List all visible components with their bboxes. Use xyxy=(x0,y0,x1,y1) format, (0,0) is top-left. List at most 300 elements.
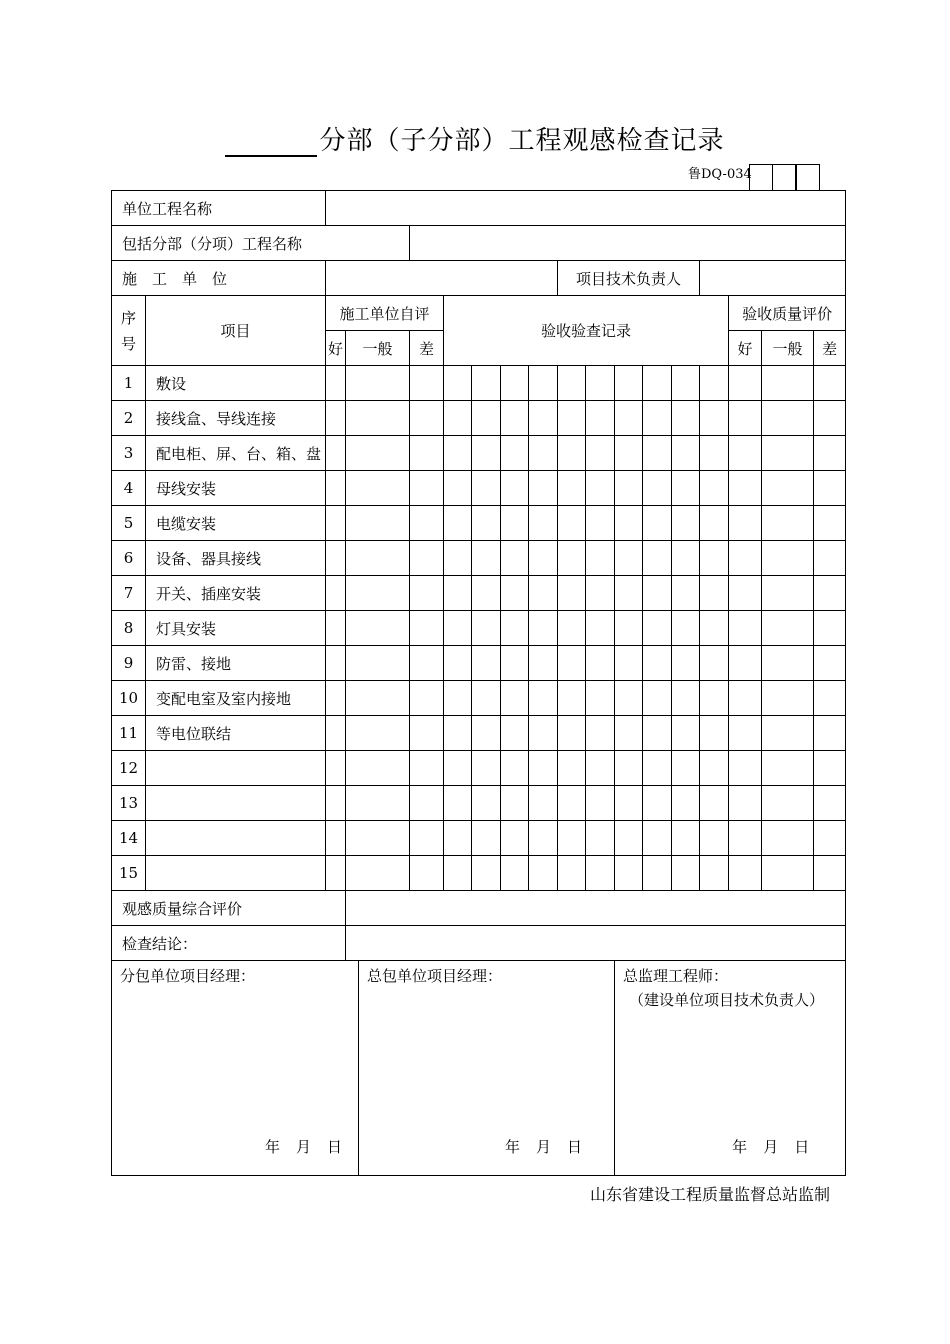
record-cell[interactable] xyxy=(472,856,501,891)
quality-poor-cell[interactable] xyxy=(814,786,846,821)
self-good-cell[interactable] xyxy=(326,856,346,891)
row-number: 3 xyxy=(112,436,146,471)
record-cell[interactable] xyxy=(558,821,586,856)
info-row-unit-project xyxy=(112,191,846,226)
record-cell[interactable] xyxy=(643,821,672,856)
self-good-header: 好 xyxy=(326,331,346,366)
record-cell[interactable] xyxy=(700,751,729,786)
self-good-cell[interactable] xyxy=(326,576,346,611)
quality-good-cell[interactable] xyxy=(729,471,762,506)
record-cell[interactable] xyxy=(586,786,615,821)
record-cell[interactable] xyxy=(615,506,643,541)
quality-poor-cell[interactable] xyxy=(814,541,846,576)
record-cell[interactable] xyxy=(501,821,529,856)
row-number: 12 xyxy=(112,751,146,786)
record-cell[interactable] xyxy=(643,786,672,821)
row-number: 10 xyxy=(112,681,146,716)
record-cell[interactable] xyxy=(700,576,729,611)
self-fair-cell[interactable] xyxy=(346,681,410,716)
self-good-cell[interactable] xyxy=(326,646,346,681)
record-cell[interactable] xyxy=(558,401,586,436)
record-cell[interactable] xyxy=(558,576,586,611)
record-cell[interactable] xyxy=(472,681,501,716)
record-cell[interactable] xyxy=(586,646,615,681)
record-cell[interactable] xyxy=(558,471,586,506)
record-cell[interactable] xyxy=(672,646,700,681)
record-cell[interactable] xyxy=(444,611,472,646)
record-cell[interactable] xyxy=(643,436,672,471)
chief-supervisor-note: （建设单位项目技术负责人） xyxy=(629,991,825,1009)
quality-eval-header: 验收质量评价 xyxy=(729,296,846,331)
quality-fair-cell[interactable] xyxy=(762,436,814,471)
record-cell[interactable] xyxy=(700,436,729,471)
row-number: 8 xyxy=(112,611,146,646)
row-number: 14 xyxy=(112,821,146,856)
self-poor-header: 差 xyxy=(410,331,444,366)
self-poor-cell[interactable] xyxy=(410,681,444,716)
item-name xyxy=(146,856,326,891)
quality-fair-cell[interactable] xyxy=(762,716,814,751)
record-cell[interactable] xyxy=(672,506,700,541)
quality-fair-cell[interactable] xyxy=(762,541,814,576)
record-cell[interactable] xyxy=(643,401,672,436)
contractor-label: 施 工 单 位 xyxy=(112,261,326,296)
record-cell[interactable] xyxy=(700,366,729,401)
record-cell[interactable] xyxy=(529,646,558,681)
quality-good-cell[interactable] xyxy=(729,436,762,471)
record-cell[interactable] xyxy=(700,471,729,506)
record-cell[interactable] xyxy=(444,856,472,891)
quality-fair-cell[interactable] xyxy=(762,366,814,401)
table-row xyxy=(112,611,846,646)
record-cell[interactable] xyxy=(672,751,700,786)
record-cell[interactable] xyxy=(529,611,558,646)
quality-good-cell[interactable] xyxy=(729,786,762,821)
quality-poor-cell[interactable] xyxy=(814,506,846,541)
record-cell[interactable] xyxy=(444,471,472,506)
record-cell[interactable] xyxy=(643,506,672,541)
record-cell[interactable] xyxy=(643,751,672,786)
record-cell[interactable] xyxy=(501,576,529,611)
self-fair-cell[interactable] xyxy=(346,751,410,786)
quality-good-cell[interactable] xyxy=(729,646,762,681)
record-cell[interactable] xyxy=(501,611,529,646)
quality-good-cell[interactable] xyxy=(729,716,762,751)
quality-good-cell[interactable] xyxy=(729,821,762,856)
record-cell[interactable] xyxy=(672,856,700,891)
record-cell[interactable] xyxy=(501,681,529,716)
record-cell[interactable] xyxy=(501,401,529,436)
self-good-cell[interactable] xyxy=(326,751,346,786)
record-cell[interactable] xyxy=(700,611,729,646)
record-cell[interactable] xyxy=(558,366,586,401)
chief-supervisor-signature[interactable] xyxy=(615,961,846,1176)
self-good-cell[interactable] xyxy=(326,786,346,821)
quality-fair-cell[interactable] xyxy=(762,506,814,541)
record-cell[interactable] xyxy=(615,576,643,611)
quality-fair-cell[interactable] xyxy=(762,646,814,681)
sub-project-label: 包括分部（分项）工程名称 xyxy=(112,226,410,261)
record-cell[interactable] xyxy=(472,751,501,786)
title-blank-line[interactable] xyxy=(225,131,317,157)
table-row xyxy=(112,576,846,611)
self-good-cell[interactable] xyxy=(326,506,346,541)
row-number: 7 xyxy=(112,576,146,611)
quality-fair-cell[interactable] xyxy=(762,821,814,856)
info-row-contractor xyxy=(112,261,846,296)
record-cell[interactable] xyxy=(586,401,615,436)
tech-lead-label: 项目技术负责人 xyxy=(558,261,700,296)
row-number: 5 xyxy=(112,506,146,541)
record-cell[interactable] xyxy=(444,576,472,611)
self-good-cell[interactable] xyxy=(326,471,346,506)
self-poor-cell[interactable] xyxy=(410,436,444,471)
record-cell[interactable] xyxy=(586,506,615,541)
quality-good-cell[interactable] xyxy=(729,576,762,611)
record-cell[interactable] xyxy=(586,611,615,646)
self-poor-cell[interactable] xyxy=(410,751,444,786)
record-cell[interactable] xyxy=(558,681,586,716)
record-cell[interactable] xyxy=(672,366,700,401)
quality-good-cell[interactable] xyxy=(729,366,762,401)
self-poor-cell[interactable] xyxy=(410,786,444,821)
record-cell[interactable] xyxy=(444,751,472,786)
record-cell[interactable] xyxy=(444,506,472,541)
record-cell[interactable] xyxy=(672,436,700,471)
record-cell[interactable] xyxy=(558,611,586,646)
sub-project-field[interactable] xyxy=(410,226,846,261)
item-name: 开关、插座安装 xyxy=(146,576,326,611)
record-cell[interactable] xyxy=(700,506,729,541)
quality-poor-cell[interactable] xyxy=(814,436,846,471)
conclusion-field[interactable] xyxy=(346,926,846,961)
self-poor-cell[interactable] xyxy=(410,611,444,646)
self-fair-cell[interactable] xyxy=(346,401,410,436)
record-cell[interactable] xyxy=(643,541,672,576)
record-cell[interactable] xyxy=(672,541,700,576)
record-cell[interactable] xyxy=(472,576,501,611)
quality-fair-cell[interactable] xyxy=(762,471,814,506)
self-fair-cell[interactable] xyxy=(346,541,410,576)
self-good-cell[interactable] xyxy=(326,401,346,436)
quality-poor-cell[interactable] xyxy=(814,401,846,436)
record-cell[interactable] xyxy=(643,366,672,401)
row-number: 13 xyxy=(112,786,146,821)
record-cell[interactable] xyxy=(615,436,643,471)
sub-manager-signature[interactable] xyxy=(112,961,359,1176)
record-cell[interactable] xyxy=(501,751,529,786)
item-name: 变配电室及室内接地 xyxy=(146,681,326,716)
item-name xyxy=(146,821,326,856)
quality-poor-cell[interactable] xyxy=(814,366,846,401)
header-row xyxy=(112,296,846,331)
quality-good-cell[interactable] xyxy=(729,681,762,716)
record-cell[interactable] xyxy=(558,751,586,786)
record-cell[interactable] xyxy=(444,366,472,401)
overall-eval-field[interactable] xyxy=(346,891,846,926)
self-good-cell[interactable] xyxy=(326,821,346,856)
record-cell[interactable] xyxy=(501,506,529,541)
record-cell[interactable] xyxy=(672,611,700,646)
record-cell[interactable] xyxy=(615,471,643,506)
record-cell[interactable] xyxy=(700,856,729,891)
record-cell[interactable] xyxy=(615,541,643,576)
item-name: 防雷、接地 xyxy=(146,646,326,681)
self-fair-cell[interactable] xyxy=(346,821,410,856)
record-cell[interactable] xyxy=(529,821,558,856)
self-poor-cell[interactable] xyxy=(410,506,444,541)
record-cell[interactable] xyxy=(586,751,615,786)
record-cell[interactable] xyxy=(558,646,586,681)
record-cell[interactable] xyxy=(529,716,558,751)
sub-manager-label: 分包单位项目经理： xyxy=(120,967,256,985)
self-poor-cell[interactable] xyxy=(410,576,444,611)
table-row xyxy=(112,506,846,541)
record-cell[interactable] xyxy=(501,541,529,576)
self-fair-cell[interactable] xyxy=(346,856,410,891)
record-cell[interactable] xyxy=(672,401,700,436)
record-cell[interactable] xyxy=(643,856,672,891)
record-cell[interactable] xyxy=(700,646,729,681)
record-cell[interactable] xyxy=(672,471,700,506)
record-cell[interactable] xyxy=(558,786,586,821)
self-good-cell[interactable] xyxy=(326,436,346,471)
record-cell[interactable] xyxy=(700,821,729,856)
record-cell[interactable] xyxy=(444,716,472,751)
self-good-cell[interactable] xyxy=(326,716,346,751)
record-cell[interactable] xyxy=(444,821,472,856)
record-cell[interactable] xyxy=(472,646,501,681)
conclusion-label: 检查结论： xyxy=(112,926,346,961)
record-cell[interactable] xyxy=(586,821,615,856)
overall-eval-label: 观感质量综合评价 xyxy=(112,891,346,926)
self-poor-cell[interactable] xyxy=(410,646,444,681)
quality-good-cell[interactable] xyxy=(729,611,762,646)
code-box xyxy=(796,164,820,190)
record-cell[interactable] xyxy=(615,786,643,821)
record-cell[interactable] xyxy=(700,786,729,821)
self-good-cell[interactable] xyxy=(326,681,346,716)
self-fair-cell[interactable] xyxy=(346,646,410,681)
issuer-footer: 山东省建设工程质量监督总站监制 xyxy=(590,1185,831,1204)
quality-fair-cell[interactable] xyxy=(762,856,814,891)
quality-fair-cell[interactable] xyxy=(762,786,814,821)
self-good-cell[interactable] xyxy=(326,366,346,401)
record-cell[interactable] xyxy=(615,401,643,436)
record-cell[interactable] xyxy=(615,366,643,401)
record-cell[interactable] xyxy=(700,716,729,751)
item-name: 等电位联结 xyxy=(146,716,326,751)
record-cell[interactable] xyxy=(558,541,586,576)
item-name: 电缆安装 xyxy=(146,506,326,541)
record-cell[interactable] xyxy=(586,681,615,716)
record-cell[interactable] xyxy=(501,716,529,751)
record-cell[interactable] xyxy=(529,576,558,611)
self-poor-cell[interactable] xyxy=(410,401,444,436)
record-cell[interactable] xyxy=(615,611,643,646)
self-fair-cell[interactable] xyxy=(346,366,410,401)
record-cell[interactable] xyxy=(444,401,472,436)
record-cell[interactable] xyxy=(558,436,586,471)
record-cell[interactable] xyxy=(643,681,672,716)
unit-project-field[interactable] xyxy=(326,191,846,226)
self-poor-cell[interactable] xyxy=(410,716,444,751)
record-cell[interactable] xyxy=(615,716,643,751)
row-number: 15 xyxy=(112,856,146,891)
quality-poor-cell[interactable] xyxy=(814,716,846,751)
record-cell[interactable] xyxy=(529,436,558,471)
form-title xyxy=(0,120,950,157)
record-cell[interactable] xyxy=(643,646,672,681)
record-cell[interactable] xyxy=(586,856,615,891)
record-cell[interactable] xyxy=(472,506,501,541)
record-cell[interactable] xyxy=(529,786,558,821)
record-cell[interactable] xyxy=(529,506,558,541)
record-cell[interactable] xyxy=(615,646,643,681)
record-cell[interactable] xyxy=(444,541,472,576)
table-row xyxy=(112,856,846,891)
record-cell[interactable] xyxy=(672,681,700,716)
record-cell[interactable] xyxy=(586,471,615,506)
record-cell[interactable] xyxy=(643,576,672,611)
record-cell[interactable] xyxy=(501,436,529,471)
record-cell[interactable] xyxy=(672,716,700,751)
record-cell[interactable] xyxy=(501,646,529,681)
record-cell[interactable] xyxy=(472,611,501,646)
record-cell[interactable] xyxy=(672,786,700,821)
quality-good-cell[interactable] xyxy=(729,401,762,436)
quality-good-cell[interactable] xyxy=(729,506,762,541)
quality-poor-cell[interactable] xyxy=(814,471,846,506)
self-good-cell[interactable] xyxy=(326,541,346,576)
record-cell[interactable] xyxy=(643,611,672,646)
quality-good-cell[interactable] xyxy=(729,751,762,786)
row-number: 1 xyxy=(112,366,146,401)
record-cell[interactable] xyxy=(444,646,472,681)
record-cell[interactable] xyxy=(586,541,615,576)
record-cell[interactable] xyxy=(501,366,529,401)
self-poor-cell[interactable] xyxy=(410,471,444,506)
record-cell[interactable] xyxy=(529,401,558,436)
record-cell[interactable] xyxy=(472,471,501,506)
quality-good-cell[interactable] xyxy=(729,541,762,576)
conclusion-row xyxy=(112,926,846,961)
quality-fair-cell[interactable] xyxy=(762,681,814,716)
quality-good-cell[interactable] xyxy=(729,856,762,891)
record-cell[interactable] xyxy=(529,541,558,576)
quality-poor-cell[interactable] xyxy=(814,646,846,681)
record-cell[interactable] xyxy=(444,681,472,716)
self-fair-cell[interactable] xyxy=(346,611,410,646)
record-cell[interactable] xyxy=(586,436,615,471)
table-row xyxy=(112,471,846,506)
self-poor-cell[interactable] xyxy=(410,821,444,856)
record-cell[interactable] xyxy=(529,751,558,786)
record-cell[interactable] xyxy=(501,786,529,821)
self-fair-cell[interactable] xyxy=(346,576,410,611)
record-cell[interactable] xyxy=(558,856,586,891)
record-cell[interactable] xyxy=(643,716,672,751)
record-cell[interactable] xyxy=(472,401,501,436)
item-name xyxy=(146,751,326,786)
self-poor-cell[interactable] xyxy=(410,856,444,891)
record-cell[interactable] xyxy=(529,856,558,891)
self-fair-cell[interactable] xyxy=(346,786,410,821)
quality-poor-cell[interactable] xyxy=(814,611,846,646)
quality-poor-cell[interactable] xyxy=(814,751,846,786)
self-fair-cell[interactable] xyxy=(346,436,410,471)
self-fair-cell[interactable] xyxy=(346,506,410,541)
record-cell[interactable] xyxy=(672,821,700,856)
record-cell[interactable] xyxy=(586,716,615,751)
record-cell[interactable] xyxy=(501,856,529,891)
record-cell[interactable] xyxy=(615,856,643,891)
self-fair-cell[interactable] xyxy=(346,471,410,506)
record-cell[interactable] xyxy=(472,786,501,821)
record-cell[interactable] xyxy=(700,681,729,716)
record-cell[interactable] xyxy=(615,681,643,716)
record-cell[interactable] xyxy=(558,716,586,751)
self-good-cell[interactable] xyxy=(326,611,346,646)
record-cell[interactable] xyxy=(615,821,643,856)
record-cell[interactable] xyxy=(529,366,558,401)
record-header: 验收验查记录 xyxy=(444,296,729,366)
table-row xyxy=(112,681,846,716)
record-cell[interactable] xyxy=(444,786,472,821)
table-row xyxy=(112,821,846,856)
general-manager-signature[interactable] xyxy=(359,961,615,1176)
record-cell[interactable] xyxy=(501,471,529,506)
contractor-field[interactable] xyxy=(326,261,558,296)
table-row xyxy=(112,366,846,401)
quality-fair-cell[interactable] xyxy=(762,401,814,436)
record-cell[interactable] xyxy=(472,821,501,856)
self-fair-header: 一般 xyxy=(346,331,410,366)
chief-supervisor-date: 年 月 日 xyxy=(732,1138,810,1156)
record-cell[interactable] xyxy=(558,506,586,541)
record-cell[interactable] xyxy=(615,751,643,786)
self-poor-cell[interactable] xyxy=(410,541,444,576)
unit-project-label: 单位工程名称 xyxy=(112,191,326,226)
record-cell[interactable] xyxy=(472,436,501,471)
record-cell[interactable] xyxy=(472,366,501,401)
signature-row xyxy=(112,961,846,1176)
quality-poor-cell[interactable] xyxy=(814,681,846,716)
quality-poor-cell[interactable] xyxy=(814,821,846,856)
record-cell[interactable] xyxy=(700,401,729,436)
quality-fair-cell[interactable] xyxy=(762,751,814,786)
tech-lead-field[interactable] xyxy=(700,261,846,296)
item-name: 灯具安装 xyxy=(146,611,326,646)
record-cell[interactable] xyxy=(472,541,501,576)
quality-fair-cell[interactable] xyxy=(762,576,814,611)
record-cell[interactable] xyxy=(700,541,729,576)
self-fair-cell[interactable] xyxy=(346,716,410,751)
record-cell[interactable] xyxy=(586,366,615,401)
record-cell[interactable] xyxy=(529,681,558,716)
record-cell[interactable] xyxy=(444,436,472,471)
quality-poor-cell[interactable] xyxy=(814,576,846,611)
form-title-text: 分部（子分部）工程观感检查记录 xyxy=(319,126,725,156)
record-cell[interactable] xyxy=(672,576,700,611)
record-cell[interactable] xyxy=(472,716,501,751)
quality-fair-cell[interactable] xyxy=(762,611,814,646)
record-cell[interactable] xyxy=(529,471,558,506)
quality-poor-cell[interactable] xyxy=(814,856,846,891)
self-poor-cell[interactable] xyxy=(410,366,444,401)
record-cell[interactable] xyxy=(643,471,672,506)
record-cell[interactable] xyxy=(586,576,615,611)
